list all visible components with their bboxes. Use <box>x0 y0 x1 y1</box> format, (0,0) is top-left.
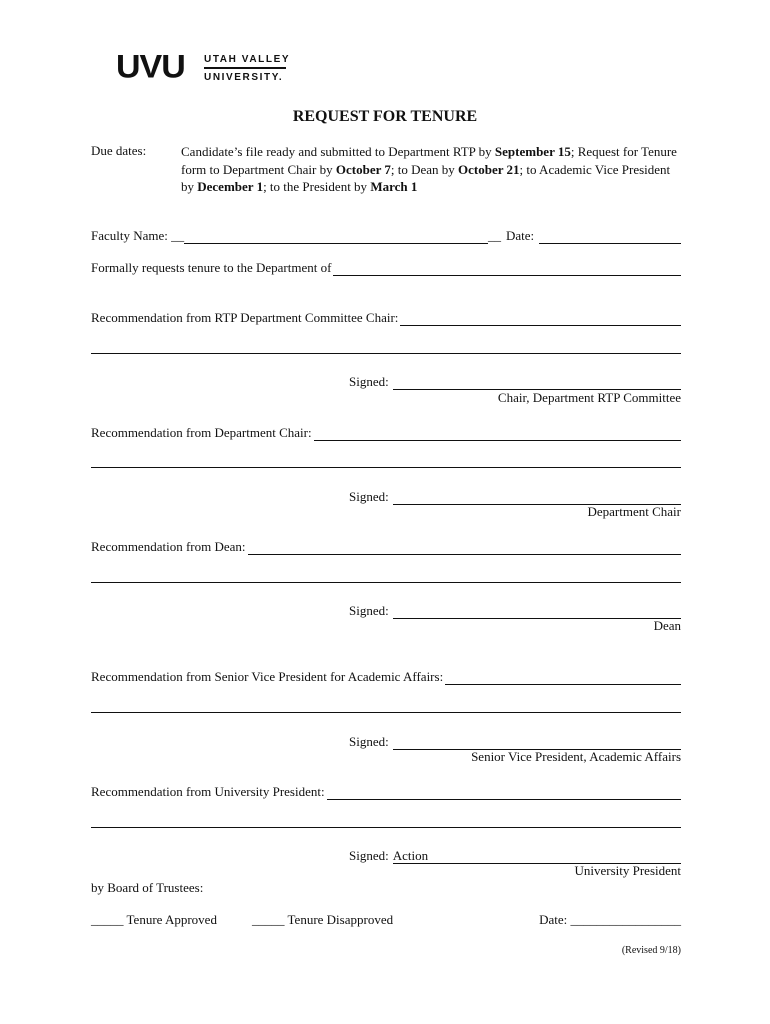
chair-recommendation-label: Recommendation from Department Chair: <box>91 425 312 440</box>
board-date-field[interactable]: Date: _________________ <box>539 912 681 927</box>
svp-recommendation-row <box>91 667 681 685</box>
president-recommendation-line-2[interactable] <box>91 827 681 828</box>
faculty-name-trail: __ <box>488 228 501 243</box>
uvu-logo-mark: UVU <box>116 48 185 86</box>
rtp-recommendation-field[interactable] <box>400 313 681 326</box>
university-name-logo <box>204 53 290 84</box>
dean-signature-row <box>349 601 681 619</box>
dean-recommendation-row <box>91 537 681 555</box>
dean-signer-title: Dean <box>653 618 681 633</box>
faculty-name-label: Faculty Name: __ <box>91 228 185 243</box>
date-field[interactable] <box>539 231 681 244</box>
date-row <box>506 226 681 244</box>
svp-signature-row <box>349 732 681 750</box>
due-text-2: ; Request for Tenure form to Department Chair by <box>181 144 677 177</box>
due-date-avp: December 1 <box>197 179 264 194</box>
department-row <box>91 258 681 276</box>
dean-recommendation-field[interactable] <box>248 542 681 555</box>
chair-recommendation-row <box>91 423 681 441</box>
logo-rule <box>204 67 286 69</box>
chair-recommendation-line-2[interactable] <box>91 467 681 468</box>
due-date-president: March 1 <box>370 179 418 194</box>
president-signature-value: Action <box>392 848 429 863</box>
department-label: Formally requests tenure to the Department of <box>91 260 332 275</box>
due-date-chair: October 7 <box>335 161 391 177</box>
svp-recommendation-label: Recommendation from Senior Vice President for Academic Affairs: <box>91 669 444 684</box>
signed-label: Signed: <box>349 489 389 504</box>
board-label: by Board of Trustees: <box>91 880 204 895</box>
signed-label: Signed: <box>349 603 389 618</box>
president-signer-title: University President <box>574 863 681 878</box>
president-signature-row <box>349 846 681 864</box>
due-text-1: Candidate’s file ready and submitted to Department RTP by <box>181 144 495 159</box>
rtp-signer-title: Chair, Department RTP Committee <box>497 390 681 405</box>
chair-signature-row <box>349 487 681 505</box>
logo-line-1: UTAH VALLEY <box>204 54 291 65</box>
form-title: REQUEST FOR TENURE <box>292 108 478 125</box>
rtp-recommendation-line-2[interactable] <box>91 353 681 354</box>
president-signature-field[interactable] <box>393 848 681 864</box>
signed-label: Signed: <box>349 374 389 389</box>
due-text-5: ; to the President by <box>263 179 371 194</box>
svp-recommendation-line-2[interactable] <box>91 712 681 713</box>
chair-signer-title: Department Chair <box>587 504 681 519</box>
due-text-4: ; to Academic Vice President by <box>181 161 671 194</box>
tenure-approved-field[interactable]: _____ Tenure Approved <box>91 912 217 927</box>
due-text-3: ; to Dean by <box>390 161 459 177</box>
due-date-dean: October 21 <box>458 161 520 177</box>
logo-line-2: UNIVERSITY. <box>204 71 284 83</box>
signed-label: Signed: <box>349 848 389 863</box>
president-recommendation-row <box>91 782 681 800</box>
dean-recommendation-label: Recommendation from Dean: <box>91 539 246 554</box>
chair-recommendation-field[interactable] <box>314 428 681 441</box>
president-recommendation-field[interactable] <box>327 787 681 800</box>
date-label: Date: <box>506 228 535 243</box>
svp-signer-title: Senior Vice President, Academic Affairs <box>471 749 681 764</box>
rtp-signature-row <box>349 372 681 390</box>
rtp-signature-field[interactable] <box>393 377 681 390</box>
svp-recommendation-field[interactable] <box>445 672 681 685</box>
department-field[interactable] <box>333 263 681 276</box>
faculty-name-field[interactable] <box>184 231 488 244</box>
revision-note: (Revised 9/18) <box>621 945 681 956</box>
due-date-rtp: September 15 <box>494 144 571 159</box>
due-dates-label: Due dates: <box>91 143 147 158</box>
faculty-name-row <box>91 226 501 244</box>
dean-recommendation-line-2[interactable] <box>91 582 681 583</box>
rtp-recommendation-row <box>91 308 681 326</box>
due-dates-text <box>181 143 681 196</box>
tenure-disapproved-field[interactable]: _____ Tenure Disapproved <box>252 912 394 927</box>
signed-label: Signed: <box>349 734 389 749</box>
president-recommendation-label: Recommendation from University President: <box>91 784 325 799</box>
rtp-recommendation-label: Recommendation from RTP Department Committee Chair: <box>91 310 399 325</box>
